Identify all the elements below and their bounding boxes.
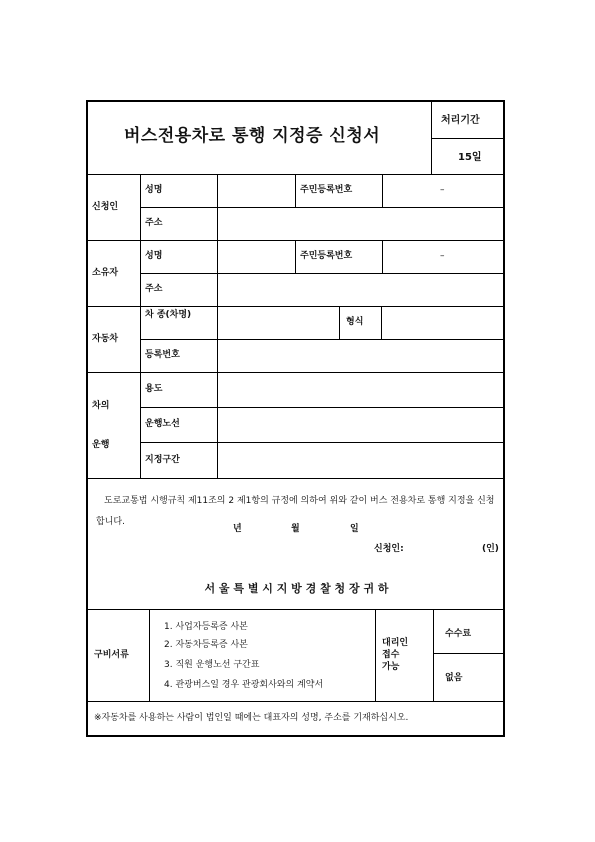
fee-split: [433, 653, 505, 654]
owner-rrn-dash: –: [440, 251, 445, 261]
owner-rrn-label: 주민등록번호: [300, 251, 353, 261]
owner-rrn-divider-1: [295, 240, 296, 273]
docs-label-divider: [149, 609, 150, 701]
application-form: [86, 100, 505, 737]
required-docs-label: 구비서류: [94, 650, 129, 660]
vehicle-bottom: [88, 372, 505, 373]
proxy-label-3: 가능: [382, 662, 400, 672]
operation-section-label-2: 운행: [92, 440, 110, 450]
footnote: ※자동차를 사용하는 사람이 법인일 때에는 대표자의 성명, 주소를 기재하십시오.: [94, 713, 409, 723]
header-split: [431, 138, 505, 139]
header-bottom: [88, 174, 505, 175]
proxy-label-2: 접수: [382, 650, 400, 660]
owner-section-label: 소유자: [92, 268, 119, 278]
doc-item: 3. 직원 운행노선 구간표: [164, 660, 260, 670]
vehicle-type-label: 차 종(차명): [145, 310, 192, 320]
owner-address-label: 주소: [145, 284, 163, 294]
operation-row-sep-1: [140, 407, 505, 408]
operation-section-label-1: 차의: [92, 401, 110, 411]
applicant-rrn-divider-2: [382, 174, 383, 207]
applicant-section-label: 신청인: [92, 202, 119, 212]
fee-label: 수수료: [445, 629, 472, 639]
applicant-address-label: 주소: [145, 218, 163, 228]
date-year-label: 년: [233, 524, 242, 534]
seal-mark: (인): [482, 544, 499, 554]
field-col-divider: [217, 174, 218, 479]
statement-bottom: [88, 609, 505, 610]
processing-period-value: 15일: [458, 152, 482, 163]
vehicle-model-label: 형식: [346, 317, 364, 327]
applicant-rrn-dash: –: [440, 185, 445, 195]
vehicle-row-sep: [140, 339, 505, 340]
applicant-name-label: 성명: [145, 185, 163, 195]
date-month-label: 월: [291, 524, 300, 534]
owner-name-label: 성명: [145, 251, 163, 261]
applicant-row-sep: [140, 207, 505, 208]
proxy-label-1: 대리인: [382, 638, 409, 648]
applicant-bottom: [88, 240, 505, 241]
vehicle-reg-label: 등록번호: [145, 350, 180, 360]
doc-item: 4. 관광버스일 경우 관광회사와의 계약서: [164, 680, 324, 690]
docs-fee-divider: [433, 609, 434, 701]
signer-label: 신청인:: [374, 544, 404, 554]
operation-use-label: 용도: [145, 384, 163, 394]
vehicle-model-divider-2: [381, 306, 382, 339]
fee-value: 없음: [445, 673, 463, 683]
operation-bottom: [88, 478, 505, 479]
doc-item: 1. 사업자등록증 사본: [164, 622, 248, 632]
application-statement: 도로교통법 시행규칙 제11조의 2 제1항의 규정에 의하여 위와 같이 버스 전용차로 통행 지정을 신청합니다.: [96, 496, 495, 527]
form-title: 버스전용차로 통행 지정증 신청서: [124, 126, 381, 146]
date-day-label: 일: [350, 524, 359, 534]
docs-proxy-divider: [375, 609, 376, 701]
doc-item: 2. 자동차등록증 사본: [164, 640, 248, 650]
applicant-rrn-label: 주민등록번호: [300, 185, 353, 195]
owner-rrn-divider-2: [382, 240, 383, 273]
docs-bottom: [88, 701, 505, 702]
addressee: 서 울 특 별 시 지 방 경 찰 청 장 귀 하: [204, 582, 389, 595]
processing-period-label: 처리기간: [441, 115, 480, 126]
operation-row-sep-2: [140, 442, 505, 443]
label-col-divider: [140, 174, 141, 479]
vehicle-section-label: 자동차: [92, 334, 119, 344]
applicant-rrn-divider-1: [295, 174, 296, 207]
owner-bottom: [88, 306, 505, 307]
operation-zone-label: 지정구간: [145, 455, 180, 465]
operation-route-label: 운행노선: [145, 419, 180, 429]
vehicle-model-divider-1: [339, 306, 340, 339]
owner-row-sep: [140, 273, 505, 274]
